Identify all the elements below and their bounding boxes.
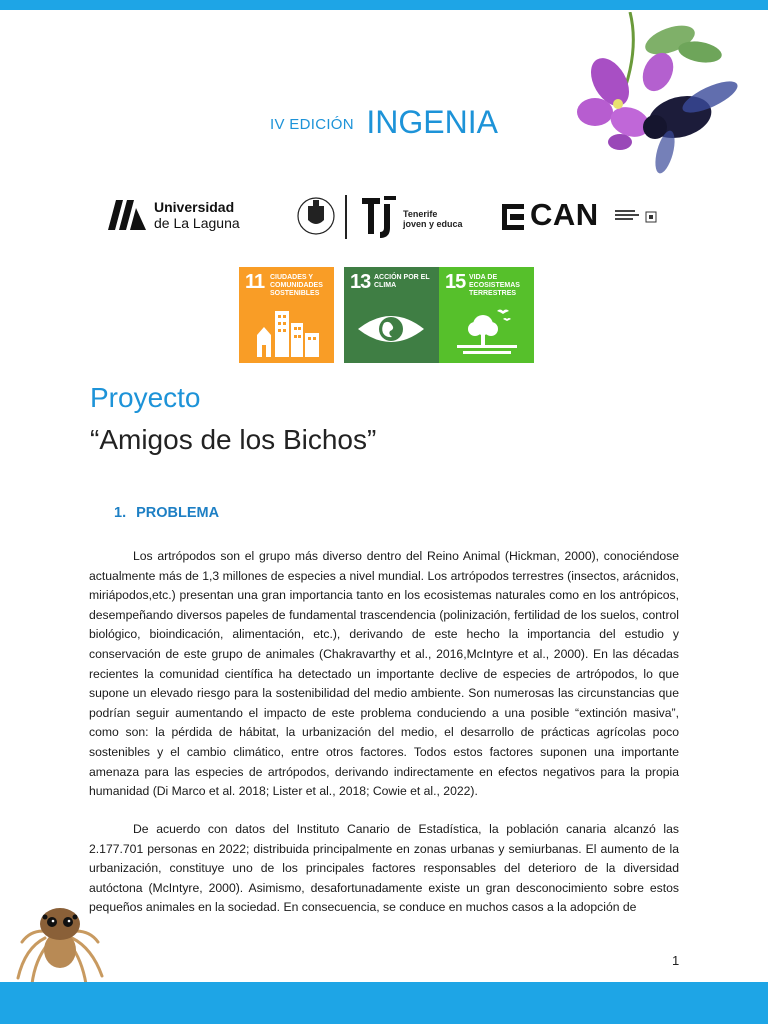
body-paragraph-1: Los artrópodos son el grupo más diverso dentro del Reino Animal (Hickman, 2000), conociéndose actualmente más de 1,3 millones de especies a nivel mundial. Los artrópodos terrestres (insectos, arácnidos, miriápodos,etc.) presentan una gran importancia tanto en los ecosistemas naturales como en los antrópicos, desempeñando diversos papeles de fundamental trascendencia (polinización, fertilidad de los suelos, control biológico, bioindicación, alimentación, etc.), derivando de este hecho la importancia del estudio y conservación de este grupo de animales (Chakravarthy et al., 2016,McIntyre et al., 2000). En las décadas recientes la comunidad científica ha detectado un importante declive de especies de artrópodos, lo que supone un elevado riesgo para la sostenibilidad del medio ambiente. Son numerosas las circunstancias que podrían seguir aumentando el impacto de este problema conduciendo a una posible “extinción masiva”, como son: la pérdida de hábitat, la urbanización del medio, el desarrollo de prácticas agrícolas poco sostenibles y el cambio climático, entre otros factores. Todos estos factores suponen una importante amenaza para las especies de artrópodos, derivando indirectamente en efectos negativos para la propia humanidad (Di Marco et al. 2018; Lister et al., 2018; Cowie et al., 2022). (89, 549, 679, 799)
ull-logo (108, 198, 248, 234)
flower-bee-illustration (560, 12, 760, 182)
city-buildings-icon (257, 307, 319, 357)
body-paragraph-2: De acuerdo con datos del Instituto Canario de Estadística, la población canaria alcanzó las 2.177.701 personas en 2022; distribuida principalmente en zonas urbanas y semiurbanas. El aumento de la urbanización, constituye uno de los principales factores responsables del deterioro de la diversidad autóctona (McIntyre, 2000). Asimismo, desafortunadamente existe un gran desconocimiento sobre estos pequeños animales en la sociedad. En consecuencia, se conduce en muchos casos a la adopción de (89, 822, 679, 915)
tree-birds-icon (457, 303, 517, 355)
sdg-label: CIUDADES Y COMUNIDADES SOSTENIBLES (270, 274, 323, 297)
section-heading (114, 505, 219, 521)
bottom-accent-bar (0, 982, 768, 1024)
ecan-seal-icon (644, 210, 658, 224)
sdg-number: 11 (245, 271, 265, 293)
sdg-13-tile (344, 267, 439, 363)
section-number: 1. (114, 505, 127, 521)
ull-name-line2: de La Laguna (154, 215, 240, 231)
tj-text (403, 209, 463, 229)
eye-globe-icon (356, 309, 426, 349)
tj-text-line2: joven y educa (403, 219, 463, 229)
project-title: “Amigos de los Bichos” (90, 424, 377, 455)
sdg-15-tile (439, 267, 534, 363)
program-name: INGENIA (366, 104, 498, 140)
sdg-label: VIDA DE ECOSISTEMAS TERRESTRES (469, 274, 520, 297)
edition-heading (0, 104, 768, 141)
project-label: Proyecto (90, 382, 201, 413)
cabildo-crest-icon (296, 192, 336, 240)
logo-divider (345, 195, 347, 239)
page-number: 1 (672, 953, 680, 968)
ull-mark-icon (108, 200, 146, 230)
ecan-mark-icon (502, 204, 528, 230)
ull-name-line1: Universidad (154, 199, 235, 215)
spider-illustration (10, 898, 110, 988)
sdg-11-tile (239, 267, 334, 363)
sdg-number: 15 (445, 271, 466, 293)
ecan-logo (502, 197, 662, 232)
tj-logo-icon (360, 194, 398, 240)
tj-text-line1: Tenerife (403, 209, 438, 219)
section-title: PROBLEMA (136, 505, 220, 521)
ecan-fine-print (615, 210, 639, 220)
top-accent-bar (0, 0, 768, 10)
edition-label: IV EDICIÓN (270, 116, 354, 133)
ecan-text: CAN (530, 197, 599, 232)
sdg-number: 13 (350, 271, 371, 293)
sdg-label: ACCIÓN POR EL CLIMA (374, 274, 430, 289)
